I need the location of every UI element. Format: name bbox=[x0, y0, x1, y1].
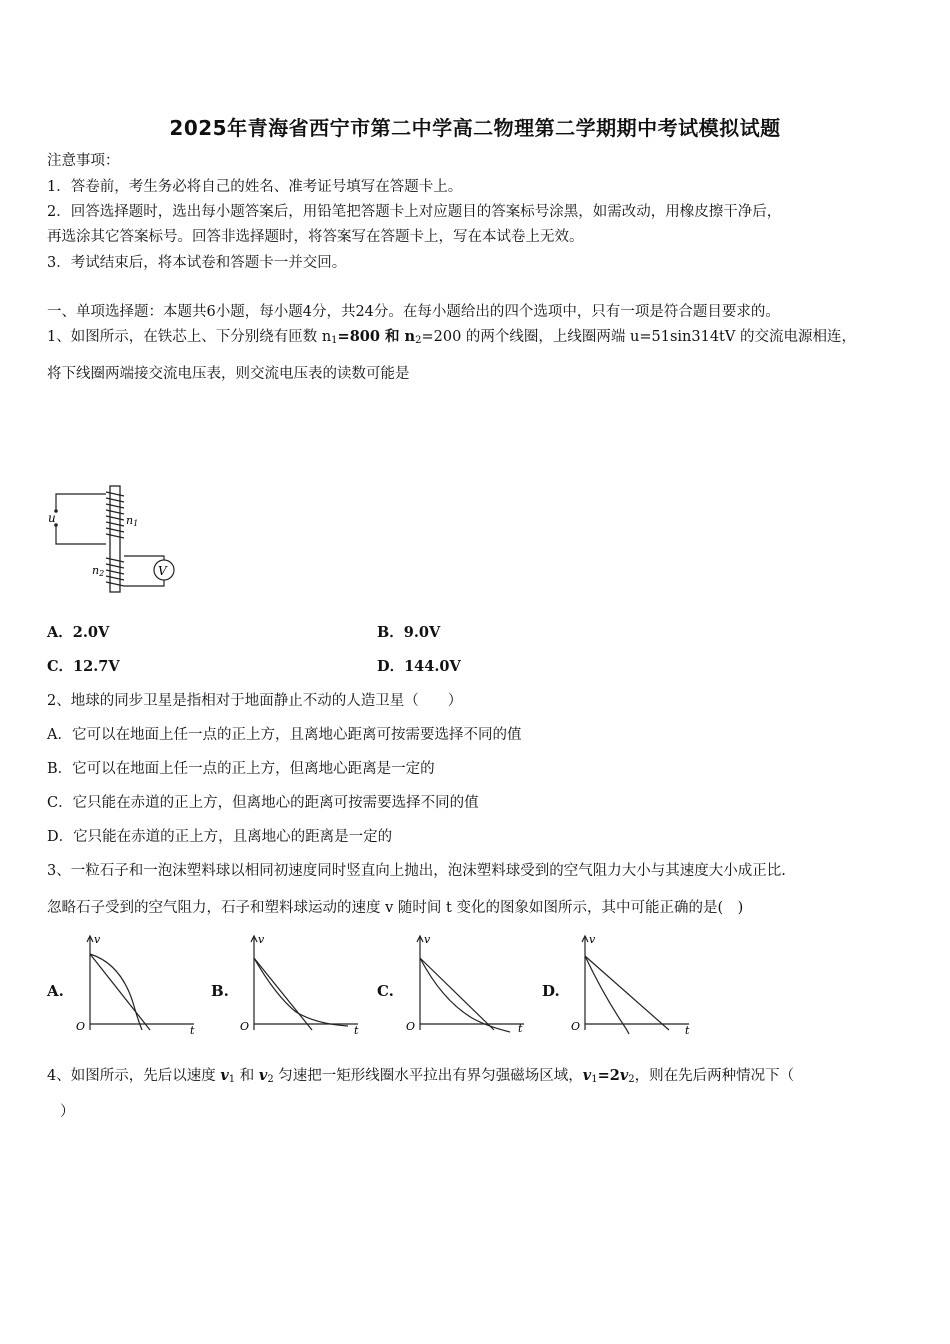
notice-heading: 注意事项： bbox=[47, 153, 120, 169]
q3-graph-c bbox=[402, 930, 534, 1036]
q2-stem: 2、地球的同步卫星是指相对于地面静止不动的人造卫星（ ） bbox=[47, 693, 463, 709]
q3-graph-d bbox=[567, 930, 699, 1036]
svg-text:t: t bbox=[685, 1024, 690, 1036]
q3-graph-d-label: D. bbox=[542, 982, 560, 1000]
q3-stem-line1: 3、一粒石子和一泡沫塑料球以相同初速度同时竖直向上抛出，泡沫塑料球受到的空气阻力大小与其速度大小成正比. bbox=[47, 863, 786, 879]
page-title: 2025年青海省西宁市第二中学高二物理第二学期期中考试模拟试题 bbox=[169, 116, 781, 140]
notice-item-2: 2．回答选择题时，选出每小题答案后，用铅笔把答题卡上对应题目的答案标号涂黑，如需改动，用橡皮擦干净后， bbox=[47, 204, 782, 220]
svg-text:t: t bbox=[354, 1024, 359, 1036]
svg-text:O: O bbox=[406, 1020, 416, 1033]
notice-item-3: 3．考试结束后，将本试卷和答题卡一并交回。 bbox=[47, 255, 347, 271]
svg-text:v: v bbox=[258, 933, 265, 946]
notice-item-1: 1．答卷前，考生务必将自己的姓名、准考证号填写在答题卡上。 bbox=[47, 179, 463, 195]
q1-option-b: B．9.0V bbox=[377, 624, 441, 641]
q4-stem-line1: 4、如图所示，先后以速度 $v_1$ 和 $v_2$ 匀速把一矩形线圈水平拉出有界匀强磁场区域，$v_1=2v_2$，则在先后两种情况下（ bbox=[47, 1067, 795, 1085]
svg-text:v: v bbox=[94, 933, 101, 946]
q2-option-a: A．它可以在地面上任一点的正上方，且离地心距离可按需要选择不同的值 bbox=[47, 727, 522, 743]
q4-stem-line2: ） bbox=[60, 1104, 75, 1120]
q1-option-d: D．144.0V bbox=[377, 658, 461, 675]
svg-text:O: O bbox=[240, 1020, 250, 1033]
svg-text:v: v bbox=[424, 933, 431, 946]
section-heading: 一、单项选择题：本题共6小题，每小题4分，共24分。在每小题给出的四个选项中，只有一项是符合题目要求的。 bbox=[47, 304, 780, 320]
q2-option-d: D．它只能在赤道的正上方，且离地心的距离是一定的 bbox=[47, 829, 393, 845]
svg-text:O: O bbox=[76, 1020, 86, 1033]
svg-text:v: v bbox=[589, 933, 596, 946]
q3-graph-b bbox=[236, 930, 368, 1036]
q1-option-a: A．2.0V bbox=[47, 624, 110, 641]
q3-graph-c-label: C. bbox=[377, 982, 394, 1000]
transformer-figure bbox=[44, 484, 184, 596]
q3-stem-line2: 忽略石子受到的空气阻力，石子和塑料球运动的速度 v 随时间 t 变化的图象如图所示，其中可能正确的是( ) bbox=[47, 900, 744, 916]
notice-item-2-cont: 再选涂其它答案标号。回答非选择题时，将答案写在答题卡上，写在本试卷上无效。 bbox=[47, 229, 584, 245]
svg-text:O: O bbox=[571, 1020, 581, 1033]
q2-option-b: B．它可以在地面上任一点的正上方，但离地心距离是一定的 bbox=[47, 761, 435, 777]
q1-stem-line2: 将下线圈两端接交流电压表，则交流电压表的读数可能是 bbox=[47, 366, 410, 382]
q3-graph-a bbox=[72, 930, 204, 1036]
svg-text:t: t bbox=[190, 1024, 195, 1036]
svg-text:t: t bbox=[518, 1022, 523, 1035]
fig-n1-label: n1 bbox=[126, 514, 139, 528]
q3-graph-a-label: A. bbox=[47, 982, 64, 1000]
q1-stem-line1: 1、如图所示，在铁芯上、下分别绕有匝数 $n_1=800$ 和 $n_2=200$ 的两个线圈，上线圈两端 u=51sin314tV 的交流电源相连， bbox=[47, 328, 856, 346]
fig-n2-label: n2 bbox=[92, 564, 105, 578]
fig-u-label: u bbox=[48, 511, 56, 525]
voltmeter-label: V bbox=[158, 564, 167, 578]
q1-option-c: C．12.7V bbox=[47, 658, 120, 675]
q3-graph-b-label: B. bbox=[211, 982, 229, 1000]
q2-option-c: C．它只能在赤道的正上方，但离地心的距离可按需要选择不同的值 bbox=[47, 795, 479, 811]
